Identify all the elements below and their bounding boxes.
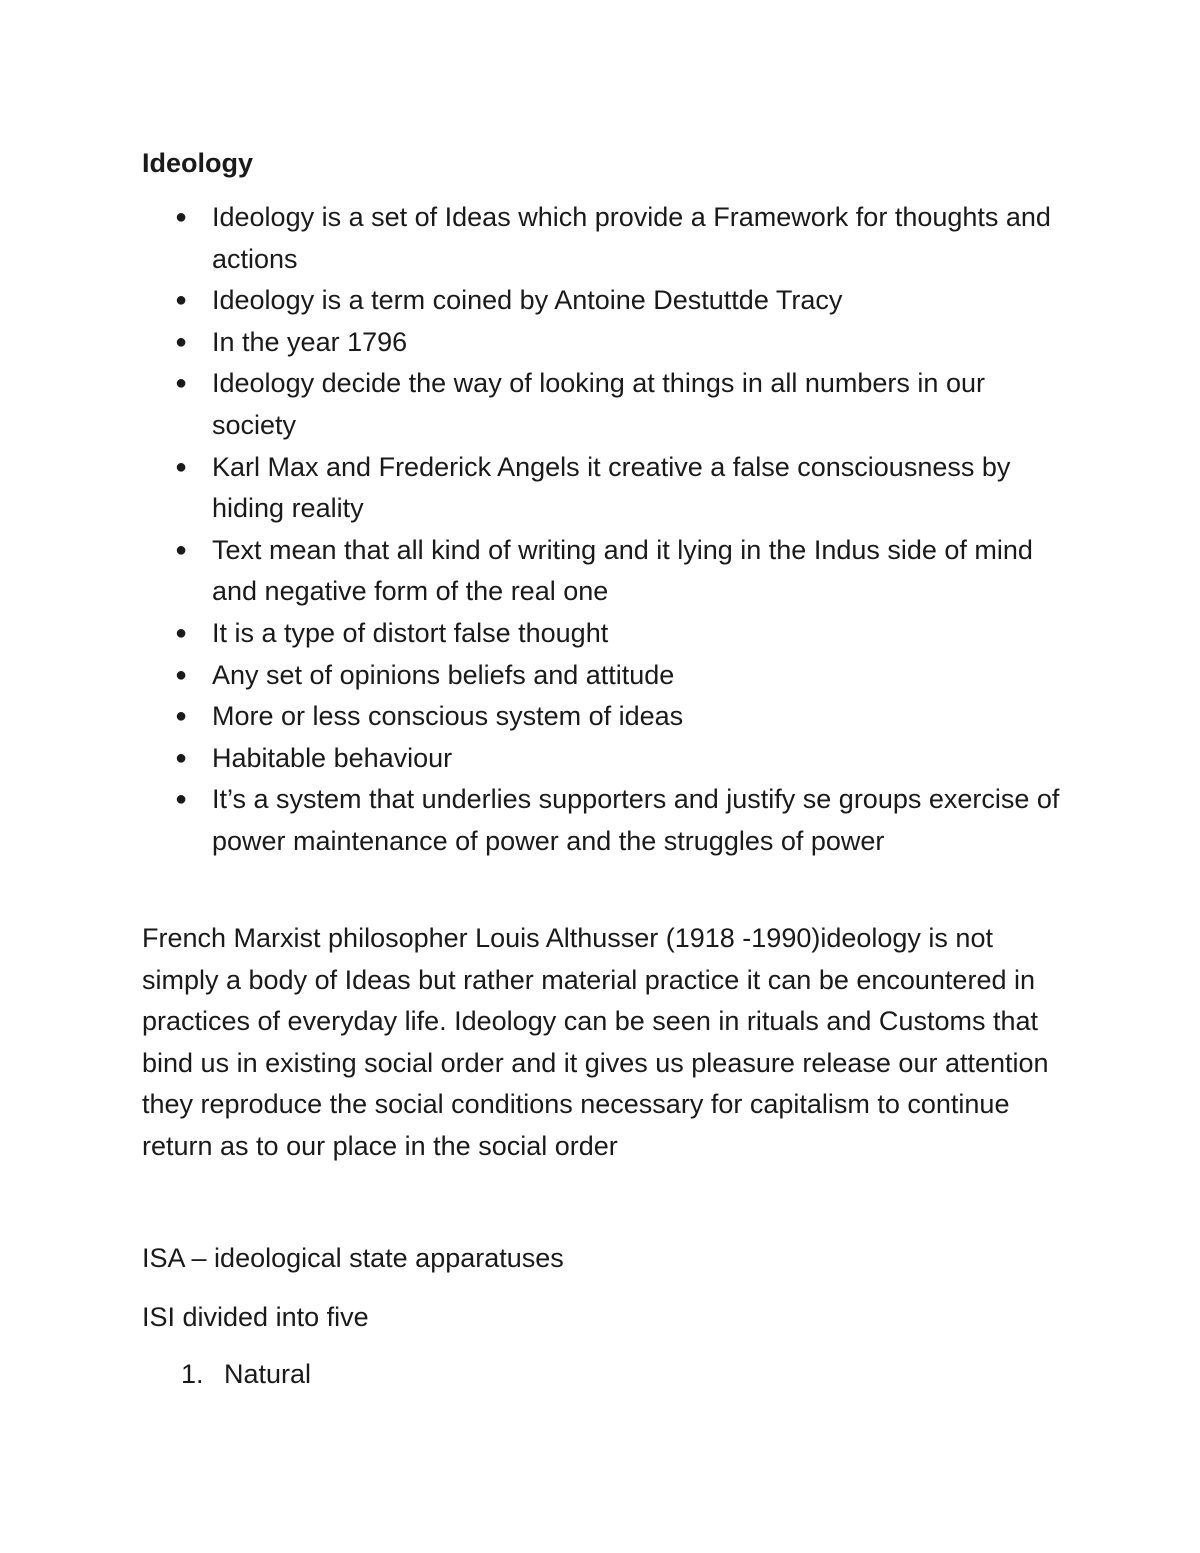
list-item [0, 363, 1200, 446]
list-item-text: Ideology is a term coined by Antoine Destuttde Tracy [212, 285, 843, 316]
list-item-text: In the year 1796 [212, 326, 408, 357]
isa-heading: ISA – ideological state apparatuses [142, 1243, 564, 1273]
numbered-list [0, 1354, 1200, 1396]
isi-line: ISI divided into five [142, 1302, 369, 1332]
list-item [0, 613, 1200, 655]
bullet-icon: ● [175, 621, 188, 644]
bullet-list [0, 197, 1200, 863]
list-item-text: More or less conscious system of ideas [212, 701, 684, 732]
list-item [0, 447, 1200, 530]
numbered-item-text: Natural [224, 1359, 312, 1389]
list-item [0, 738, 1200, 780]
bullet-icon: ● [175, 746, 188, 769]
list-item [0, 530, 1200, 613]
list-item-text: Ideology is a set of Ideas which provide a Framework for thoughts and actions [212, 202, 1051, 274]
bullet-icon: ● [175, 663, 188, 686]
list-item-text: It’s a system that underlies supporters and justify se groups exercise of power maintenance of power and the struggles of power [212, 784, 1060, 856]
list-item [0, 655, 1200, 697]
list-item-text: Text mean that all kind of writing and it lying in the Indus side of mind and negative form of the real one [212, 534, 1033, 607]
page-title: Ideology [142, 148, 254, 178]
list-item [0, 322, 1200, 364]
bullet-icon: ● [175, 289, 188, 312]
althusser-paragraph: French Marxist philosopher Louis Althusser (1918 -1990)ideology is not simply a body of Ideas but rather material practice it can be encountered in practices of everyday life. Ideology can be seen in rituals and Customs that bind us in existing social order and it gives us pleasure release our attention they reproduce the social conditions necessary for capitalism to continue return as to our place in the social order [142, 923, 1049, 1161]
bullet-icon: ● [175, 705, 188, 728]
bullet-icon: ● [175, 330, 188, 353]
bullet-icon: ● [175, 372, 188, 395]
list-item [0, 779, 1200, 862]
list-item-text: Any set of opinions beliefs and attitude [212, 659, 675, 690]
bullet-icon: ● [175, 455, 188, 478]
list-item-text: Karl Max and Frederick Angels it creative a false consciousness by hiding reality [212, 451, 1011, 524]
list-item [0, 696, 1200, 738]
bullet-icon: ● [175, 788, 188, 811]
item-number: 1. [181, 1359, 204, 1389]
list-item [0, 280, 1200, 322]
list-item-text: Habitable behaviour [212, 742, 453, 773]
bullet-icon: ● [175, 206, 188, 228]
list-item-text: Ideology decide the way of looking at things in all numbers in our society [212, 368, 985, 440]
list-item-text: It is a type of distort false thought [212, 617, 609, 648]
bullet-icon: ● [175, 538, 188, 561]
list-item [0, 197, 1200, 280]
numbered-item [0, 1354, 1200, 1396]
